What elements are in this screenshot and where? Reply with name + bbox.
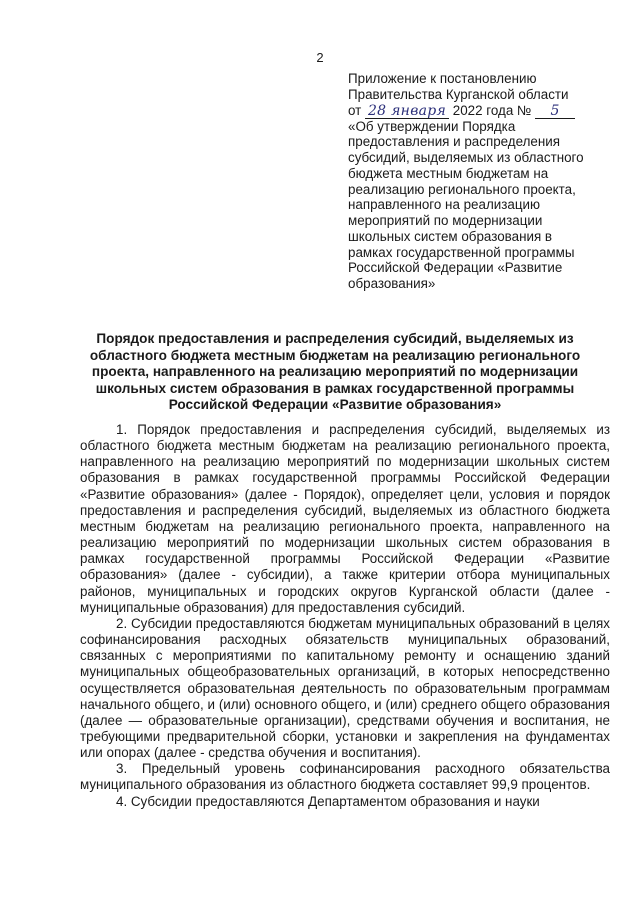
- appendix-line: «Об утверждении Порядка: [348, 118, 516, 134]
- document-body: [80, 422, 610, 810]
- appendix-line: образования»: [348, 276, 436, 291]
- appendix-line: направленного на реализацию: [348, 197, 541, 213]
- appendix-line: Правительства Курганской области: [348, 86, 569, 102]
- appendix-header: [348, 71, 613, 292]
- appendix-line: Российской Федерации «Развитие: [348, 260, 563, 276]
- appendix-line: Приложение к постановлению: [348, 71, 537, 86]
- paragraph: 1. Порядок предоставления и распределения субсидий, выделяемых из областного бюджета местным бюджетам на реализацию регионального проекта, направленного на реализацию мероприятий по модернизации школьных систем образования в рамках государственной программы Российской Федерации «Развитие образования» (далее - Порядок), определяет цели, условия и порядок предоставления и распределения субсидий, выделяемых из областного бюджета местным бюджетам на реализацию регионального проекта, направленного на реализацию мероприятий по модернизации школьных систем образования в рамках государственной программы Российской Федерации «Развитие образования» (далее - субсидии), а также критерии отбора муниципальных районов, муниципальных и городских округов Курганской области (далее - муниципальные образования) для предоставления субсидий.: [80, 422, 610, 615]
- handwritten-number: 5: [550, 102, 560, 119]
- appendix-line: школьных систем образования в: [348, 228, 553, 244]
- appendix-line: рамках государственной программы: [348, 244, 575, 260]
- appendix-line: предоставления и распределения: [348, 134, 560, 150]
- appendix-date-line: [348, 103, 613, 119]
- page-number: 2: [316, 50, 324, 65]
- year-text: 2022 года №: [452, 102, 532, 118]
- appendix-line: реализацию регионального проекта,: [348, 181, 576, 197]
- paragraph: 3. Предельный уровень софинансирования расходного обязательства муниципального образования из областного бюджета составляет 99,9 процентов.: [80, 761, 610, 793]
- document-title: Порядок предоставления и распределения субсидий, выделяемых из областного бюджета местным бюджетам на реализацию регионального проекта, направленного на реализацию мероприятий по модернизации школьных систем образования в рамках государственной программы Российской Федерации «Развитие образования»: [89, 331, 581, 412]
- appendix-line: мероприятий по модернизации: [348, 213, 543, 228]
- paragraph: 4. Субсидии предоставляются Департаментом образования и науки: [116, 793, 540, 809]
- appendix-line: субсидий, выделяемых из областного: [348, 150, 584, 165]
- handwritten-date: 28 января: [367, 102, 447, 119]
- number-blank: [535, 104, 575, 119]
- date-prefix: от: [348, 102, 362, 118]
- paragraph: 2. Субсидии предоставляются бюджетам муниципальных образований в целях софинансирования расходных обязательств муниципальных образований, связанных с мероприятиями по капитальному ремонту и оснащению зданий муниципальных общеобразовательных организаций, в которых непосредственно осуществляется образовательная деятельность по образовательным программам начального общего, и (или) основного общего, и (или) среднего общего образования (далее — образовательные организации), средствами обучения и воспитания, не требующими предварительной сборки, установки и закрепления на фундаментах или опорах (далее - средства обучения и воспитания).: [80, 615, 610, 761]
- date-blank: [365, 104, 449, 119]
- appendix-line: бюджета местным бюджетам на: [348, 165, 549, 181]
